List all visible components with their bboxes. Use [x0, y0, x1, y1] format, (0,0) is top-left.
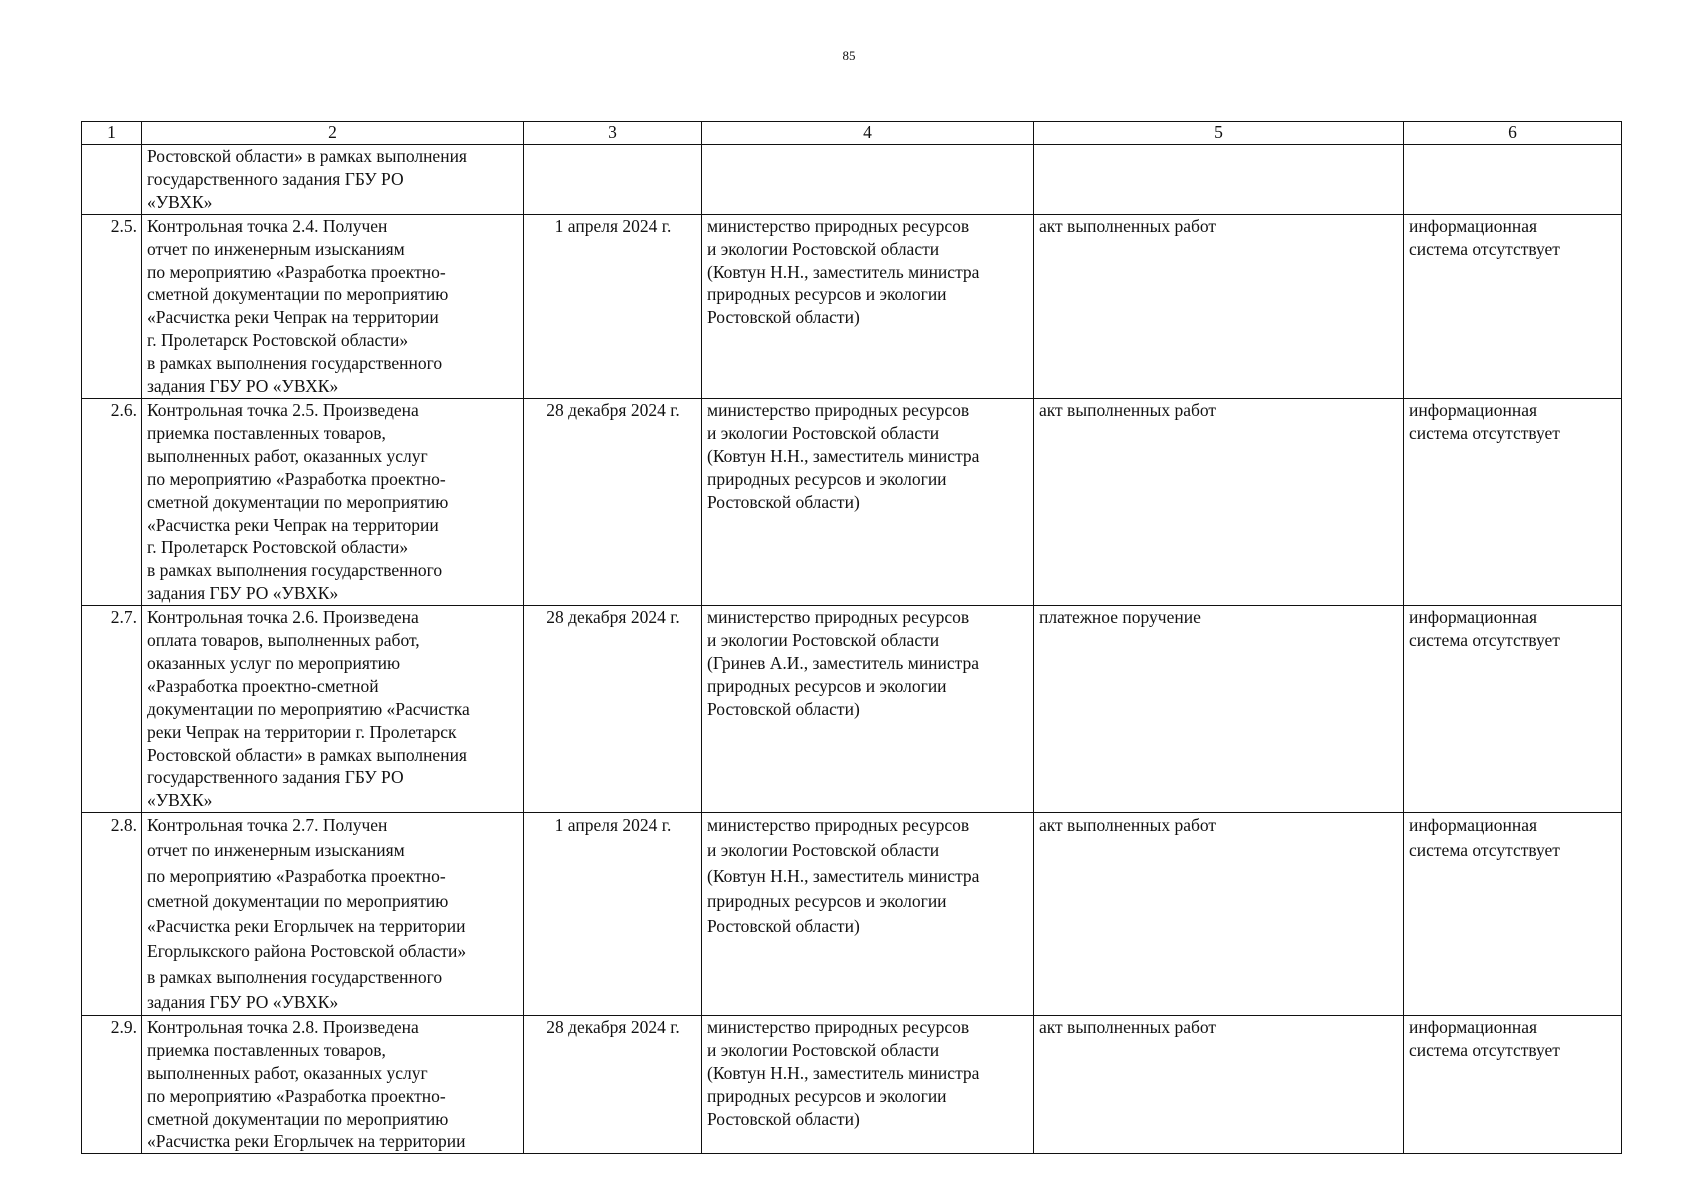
description-text: Ростовской области» в рамках выполнения государственного задания ГБУ РО «УВХК» — [147, 146, 467, 212]
row-date: 1 апреля 2024 г. — [524, 813, 702, 1016]
responsible-text: министерство природных ресурсов и экологии Ростовской области (Ковтун Н.Н., заместитель министра природных ресурсов и экологии Ростовской области) — [707, 815, 980, 937]
row-document — [1034, 145, 1404, 215]
system-text: информационная система отсутствует — [1409, 1016, 1560, 1060]
row-description — [142, 145, 524, 215]
row-system — [1404, 1015, 1622, 1153]
table-row — [82, 145, 1622, 215]
table-row — [82, 1015, 1622, 1153]
row-date — [524, 145, 702, 215]
row-system — [1404, 606, 1622, 813]
description-text: Контрольная точка 2.4. Получен отчет по инженерным изысканиям по мероприятию «Разработка проектно- сметной документации по мероприятию «Расчистка реки Чепрак на территории г. Пролетарск Ростовской области» в рамках выполнения государственного задания ГБУ РО «УВХК» — [147, 215, 449, 397]
row-responsible — [702, 145, 1034, 215]
description-text: Контрольная точка 2.5. Произведена приемка поставленных товаров, выполненных работ, оказанных услуг по мероприятию «Разработка проектно- сметной документации по мероприятию «Расчистка реки Чепрак на территории г. Пролетарск Ростовской области» в рамках выполнения государственного задания ГБУ РО «УВХК» — [147, 399, 449, 604]
row-system — [1404, 813, 1622, 1016]
responsible-text: министерство природных ресурсов и экологии Ростовской области (Ковтун Н.Н., заместитель министра природных ресурсов и экологии Ростовской области) — [707, 399, 980, 512]
row-date: 28 декабря 2024 г. — [524, 1015, 702, 1153]
description-text: Контрольная точка 2.6. Произведена оплата товаров, выполненных работ, оказанных услуг по мероприятию «Разработка проектно-сметной документации по мероприятию «Расчистка реки Чепрак на территории г. Пролетарск Ростовской области» в рамках выполнения государственного задания ГБУ РО «УВХК» — [147, 607, 470, 811]
row-number: 2.6. — [82, 398, 142, 605]
row-description — [142, 813, 524, 1016]
row-number: 2.9. — [82, 1015, 142, 1153]
control-points-table — [81, 121, 1622, 1154]
row-document: акт выполненных работ — [1034, 1015, 1404, 1153]
row-responsible — [702, 1015, 1034, 1153]
system-text: информационная система отсутствует — [1409, 607, 1560, 651]
column-header-6: 6 — [1404, 122, 1622, 145]
row-responsible — [702, 606, 1034, 813]
row-description — [142, 214, 524, 398]
description-text: Контрольная точка 2.8. Произведена приемка поставленных товаров, выполненных работ, оказанных услуг по мероприятию «Разработка проектно- сметной документации по мероприятию «Расчистка реки Егорлычек на территории — [147, 1016, 466, 1152]
row-system — [1404, 214, 1622, 398]
column-header-2: 2 — [142, 122, 524, 145]
column-header-4: 4 — [702, 122, 1034, 145]
system-text: информационная система отсутствует — [1409, 815, 1560, 861]
column-number-row — [82, 122, 1622, 145]
system-text: информационная система отсутствует — [1409, 399, 1560, 443]
system-text: информационная система отсутствует — [1409, 215, 1560, 259]
row-number: 2.8. — [82, 813, 142, 1016]
row-system — [1404, 398, 1622, 605]
row-number — [82, 145, 142, 215]
row-date: 28 декабря 2024 г. — [524, 398, 702, 605]
row-date: 1 апреля 2024 г. — [524, 214, 702, 398]
row-system — [1404, 145, 1622, 215]
table-row — [82, 813, 1622, 1016]
responsible-text: министерство природных ресурсов и экологии Ростовской области (Гринев А.И., заместитель министра природных ресурсов и экологии Ростовской области) — [707, 607, 980, 719]
row-document: акт выполненных работ — [1034, 398, 1404, 605]
row-date: 28 декабря 2024 г. — [524, 606, 702, 813]
row-description — [142, 1015, 524, 1153]
row-responsible — [702, 813, 1034, 1016]
row-description — [142, 606, 524, 813]
row-responsible — [702, 398, 1034, 605]
column-header-1: 1 — [82, 122, 142, 145]
table-row — [82, 398, 1622, 605]
description-text: Контрольная точка 2.7. Получен отчет по инженерным изысканиям по мероприятию «Разработка проектно- сметной документации по мероприятию «Расчистка реки Егорлычек на территории Егорлыкского района Ростовской области» в рамках выполнения государственного задания ГБУ РО «УВХК» — [147, 815, 467, 1012]
row-document: акт выполненных работ — [1034, 813, 1404, 1016]
table-row — [82, 214, 1622, 398]
row-document: акт выполненных работ — [1034, 214, 1404, 398]
row-description — [142, 398, 524, 605]
responsible-text: министерство природных ресурсов и экологии Ростовской области (Ковтун Н.Н., заместитель министра природных ресурсов и экологии Ростовской области) — [707, 215, 980, 328]
table-row — [82, 606, 1622, 813]
column-header-5: 5 — [1034, 122, 1404, 145]
column-header-3: 3 — [524, 122, 702, 145]
row-responsible — [702, 214, 1034, 398]
page-number: 85 — [842, 48, 856, 63]
row-document: платежное поручение — [1034, 606, 1404, 813]
row-number: 2.7. — [82, 606, 142, 813]
row-number: 2.5. — [82, 214, 142, 398]
responsible-text: министерство природных ресурсов и экологии Ростовской области (Ковтун Н.Н., заместитель министра природных ресурсов и экологии Ростовской области) — [707, 1016, 980, 1129]
